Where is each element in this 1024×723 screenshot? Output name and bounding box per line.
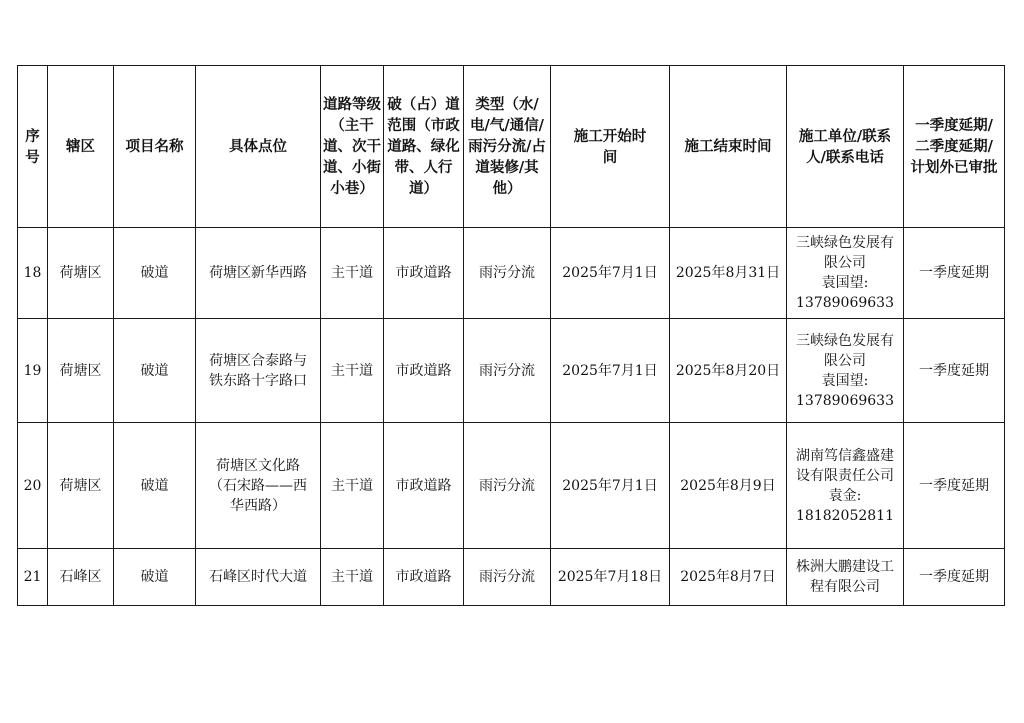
cell-scope: 市政道路 <box>384 319 464 423</box>
construction-schedule-table <box>17 65 1005 606</box>
cell-location: 荷塘区文化路（石宋路——西华西路） <box>196 423 321 549</box>
cell-start: 2025年7月1日 <box>551 319 670 423</box>
cell-approval: 一季度延期 <box>904 319 1005 423</box>
cell-no: 18 <box>18 228 48 319</box>
table-row <box>18 549 1005 606</box>
cell-contractor: 湖南笃信鑫盛建设有限责任公司 袁金: 18182052811 <box>787 423 904 549</box>
cell-road-level: 主干道 <box>321 549 384 606</box>
cell-end: 2025年8月31日 <box>670 228 787 319</box>
cell-contractor: 株洲大鹏建设工程有限公司 <box>787 549 904 606</box>
cell-road-level: 主干道 <box>321 423 384 549</box>
cell-type: 雨污分流 <box>464 228 551 319</box>
cell-start: 2025年7月1日 <box>551 423 670 549</box>
cell-location: 荷塘区合泰路与铁东路十字路口 <box>196 319 321 423</box>
cell-district: 石峰区 <box>48 549 114 606</box>
header-cell-contractor: 施工单位/联系人/联系电话 <box>787 66 904 228</box>
cell-district: 荷塘区 <box>48 423 114 549</box>
cell-end: 2025年8月7日 <box>670 549 787 606</box>
cell-scope: 市政道路 <box>384 423 464 549</box>
header-cell-district: 辖区 <box>48 66 114 228</box>
header-cell-type: 类型（水/电/气/通信/雨污分流/占道装修/其他） <box>464 66 551 228</box>
header-cell-location: 具体点位 <box>196 66 321 228</box>
cell-approval: 一季度延期 <box>904 423 1005 549</box>
header-cell-start: 施工开始时间 <box>551 66 670 228</box>
table-row <box>18 319 1005 423</box>
header-cell-road-level: 道路等级（主干道、次干道、小街小巷） <box>321 66 384 228</box>
cell-scope: 市政道路 <box>384 228 464 319</box>
cell-project: 破道 <box>114 228 196 319</box>
cell-project: 破道 <box>114 319 196 423</box>
cell-project: 破道 <box>114 423 196 549</box>
cell-no: 19 <box>18 319 48 423</box>
header-row <box>18 66 1005 228</box>
cell-no: 20 <box>18 423 48 549</box>
cell-road-level: 主干道 <box>321 319 384 423</box>
cell-approval: 一季度延期 <box>904 228 1005 319</box>
header-cell-project: 项目名称 <box>114 66 196 228</box>
table-row <box>18 423 1005 549</box>
cell-no: 21 <box>18 549 48 606</box>
cell-location: 石峰区时代大道 <box>196 549 321 606</box>
table-row <box>18 228 1005 319</box>
cell-road-level: 主干道 <box>321 228 384 319</box>
cell-approval: 一季度延期 <box>904 549 1005 606</box>
cell-contractor: 三峡绿色发展有限公司 袁国望: 13789069633 <box>787 228 904 319</box>
cell-end: 2025年8月20日 <box>670 319 787 423</box>
cell-end: 2025年8月9日 <box>670 423 787 549</box>
cell-scope: 市政道路 <box>384 549 464 606</box>
cell-type: 雨污分流 <box>464 319 551 423</box>
cell-type: 雨污分流 <box>464 423 551 549</box>
header-cell-approval: 一季度延期/二季度延期/计划外已审批 <box>904 66 1005 228</box>
cell-location: 荷塘区新华西路 <box>196 228 321 319</box>
cell-contractor: 三峡绿色发展有限公司 袁国望: 13789069633 <box>787 319 904 423</box>
header-cell-end: 施工结束时间 <box>670 66 787 228</box>
header-cell-scope: 破（占）道范围（市政道路、绿化带、人行道） <box>384 66 464 228</box>
header-cell-no: 序号 <box>18 66 48 228</box>
cell-district: 荷塘区 <box>48 228 114 319</box>
cell-project: 破道 <box>114 549 196 606</box>
cell-start: 2025年7月1日 <box>551 228 670 319</box>
cell-start: 2025年7月18日 <box>551 549 670 606</box>
cell-type: 雨污分流 <box>464 549 551 606</box>
cell-district: 荷塘区 <box>48 319 114 423</box>
